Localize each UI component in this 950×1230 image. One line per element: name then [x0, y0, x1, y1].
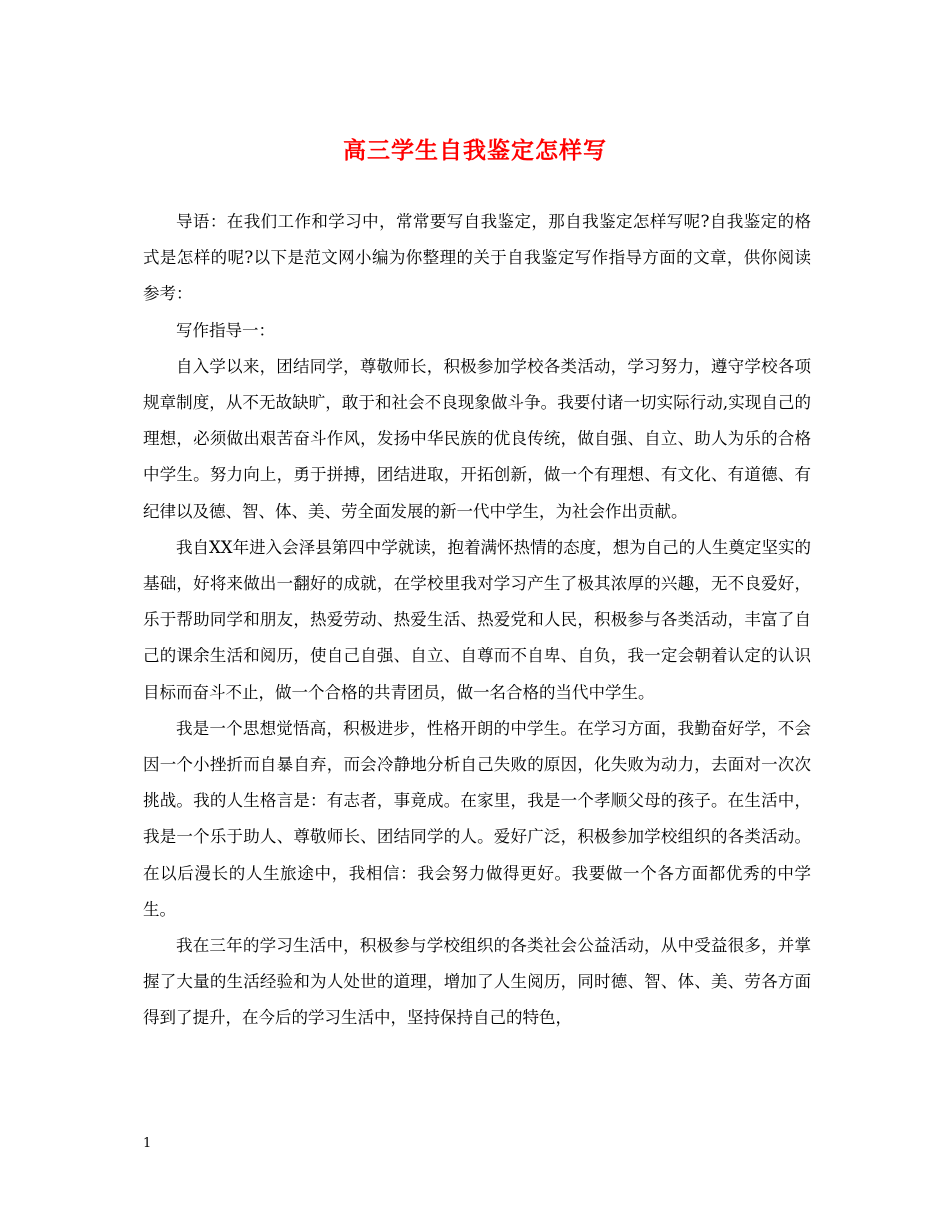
document-body	[143, 204, 811, 1037]
paragraph: 自入学以来，团结同学，尊敬师长，积极参加学校各类活动，学习努力，遵守学校各项规章制度，从不无故缺旷，敢于和社会不良现象做斗争。我要付诸一切实际行动,实现自己的理想，必须做出艰苦奋斗作风，发扬中华民族的优良传统，做自强、自立、助人为乐的合格中学生。努力向上，勇于拼搏，团结进取，开拓创新，做一个有理想、有文化、有道德、有纪律以及德、智、体、美、劳全面发展的新一代中学生，为社会作出贡献。	[143, 356, 811, 521]
paragraph: 我在三年的学习生活中，积极参与学校组织的各类社会公益活动，从中受益很多，并掌握了大量的生活经验和为人处世的道理，增加了人生阅历，同时德、智、体、美、劳各方面得到了提升，在今后的学习生活中，坚持保持自己的特色，	[143, 936, 811, 1028]
document-title: 高三学生自我鉴定怎样写	[343, 137, 607, 164]
paragraph-section-heading: 写作指导一：	[176, 320, 275, 340]
page-number: 1	[143, 1136, 152, 1151]
paragraph: 我是一个思想觉悟高，积极进步，性格开朗的中学生。在学习方面，我勤奋好学，不会因一个小挫折而自暴自弃，而会冷静地分析自己失败的原因，化失败为动力，去面对一次次挑战。我的人生格言是：有志者，事竟成。在家里，我是一个孝顺父母的孩子。在生活中，我是一个乐于助人、尊敬师长、团结同学的人。爱好广泛，积极参加学校组织的各类活动。在以后漫长的人生旅途中，我相信：我会努力做得更好。我要做一个各方面都优秀的中学生。	[143, 718, 811, 919]
paragraph-intro: 导语：在我们工作和学习中，常常要写自我鉴定，那自我鉴定怎样写呢?自我鉴定的格式是怎样的呢?以下是范文网小编为你整理的关于自我鉴定写作指导方面的文章，供你阅读参考：	[143, 212, 811, 304]
paragraph: 我自XX年进入会泽县第四中学就读，抱着满怀热情的态度，想为自己的人生奠定坚实的基础，好将来做出一翻好的成就，在学校里我对学习产生了极其浓厚的兴趣，无不良爱好，乐于帮助同学和朋友，热爱劳动、热爱生活、热爱党和人民，积极参与各类活动，丰富了自己的课余生活和阅历，使自己自强、自立、自尊而不自卑、自负，我一定会朝着认定的认识目标而奋斗不止，做一个合格的共青团员，做一名合格的当代中学生。	[143, 537, 811, 702]
